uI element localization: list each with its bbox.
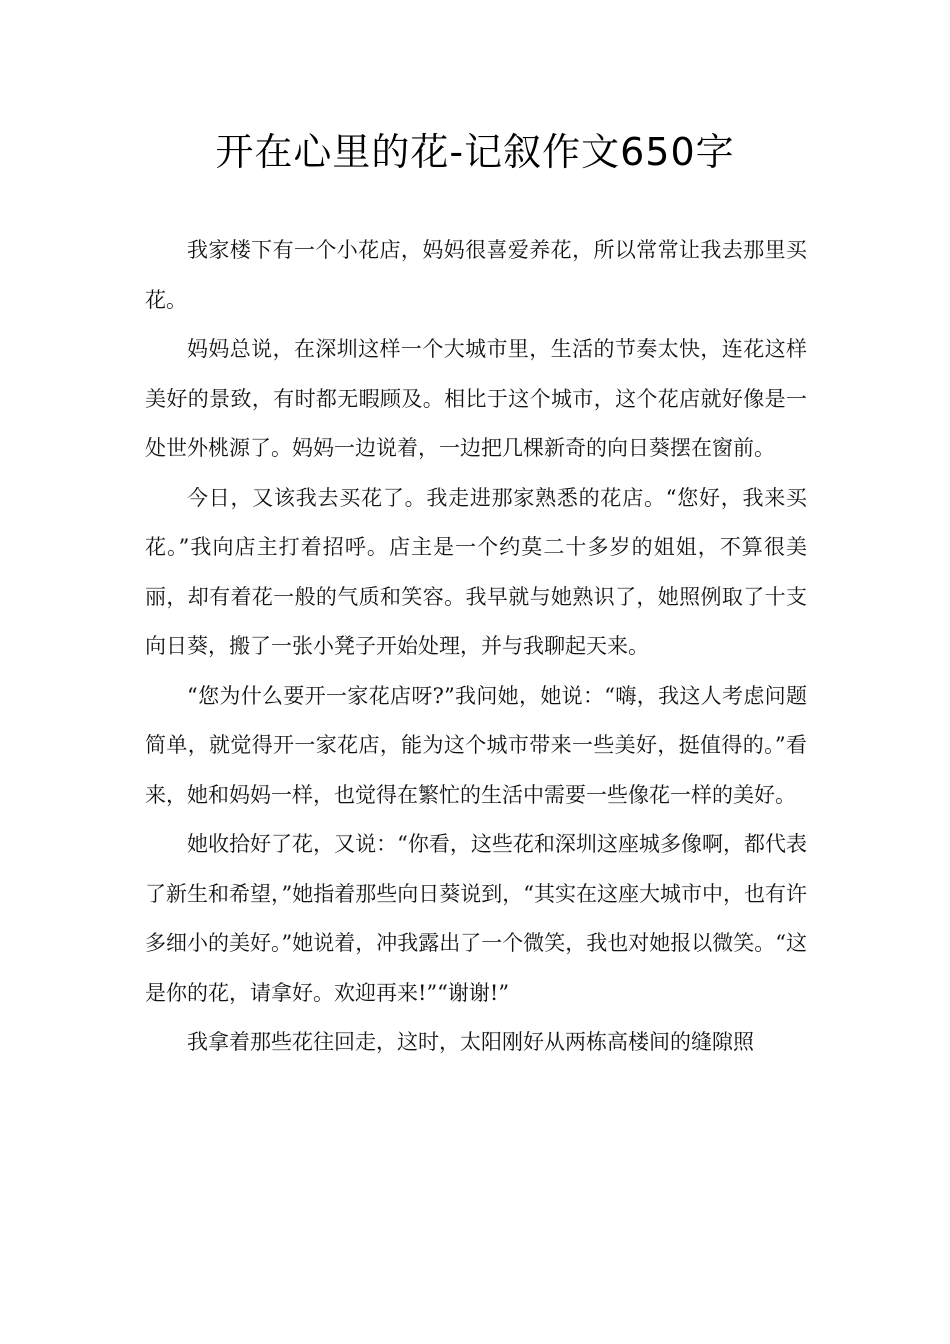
paragraph: 今日，又该我去买花了。我走进那家熟悉的花店。“您好，我来买花。”我向店主打着招呼。店主是一个约莫二十多岁的姐姐，不算很美丽，却有着花一般的气质和笑容。我早就与她熟识了，她照例取了十支向日葵，搬了一张小凳子开始处理，并与我聊起天来。 — [145, 485, 807, 658]
paragraph: 她收拾好了花，又说：“你看，这些花和深圳这座城多像啊，都代表了新生和希望，”她指着那些向日葵说到，“其实在这座大城市中，也有许多细小的美好。”她说着，冲我露出了一个微笑，我也对她报以微笑。“这是你的花，请拿好。欢迎再来!”“谢谢!” — [145, 832, 807, 1005]
document-body — [145, 226, 807, 1068]
paragraph: “您为什么要开一家花店呀?”我问她，她说：“嗨，我这人考虑问题简单，就觉得开一家花店，能为这个城市带来一些美好，挺值得的。”看来，她和妈妈一样，也觉得在繁忙的生活中需要一些像花一样的美好。 — [145, 683, 807, 807]
paragraph: 我拿着那些花往回走，这时，太阳刚好从两栋高楼间的缝隙照 — [187, 1030, 754, 1054]
document-title: 开在心里的花-记叙作文650字 — [215, 130, 735, 174]
paragraph: 我家楼下有一个小花店，妈妈很喜爱养花，所以常常让我去那里买花。 — [145, 238, 807, 312]
paragraph: 妈妈总说，在深圳这样一个大城市里，生活的节奏太快，连花这样美好的景致，有时都无暇顾及。相比于这个城市，这个花店就好像是一处世外桃源了。妈妈一边说着，一边把几棵新奇的向日葵摆在窗前。 — [145, 337, 807, 460]
